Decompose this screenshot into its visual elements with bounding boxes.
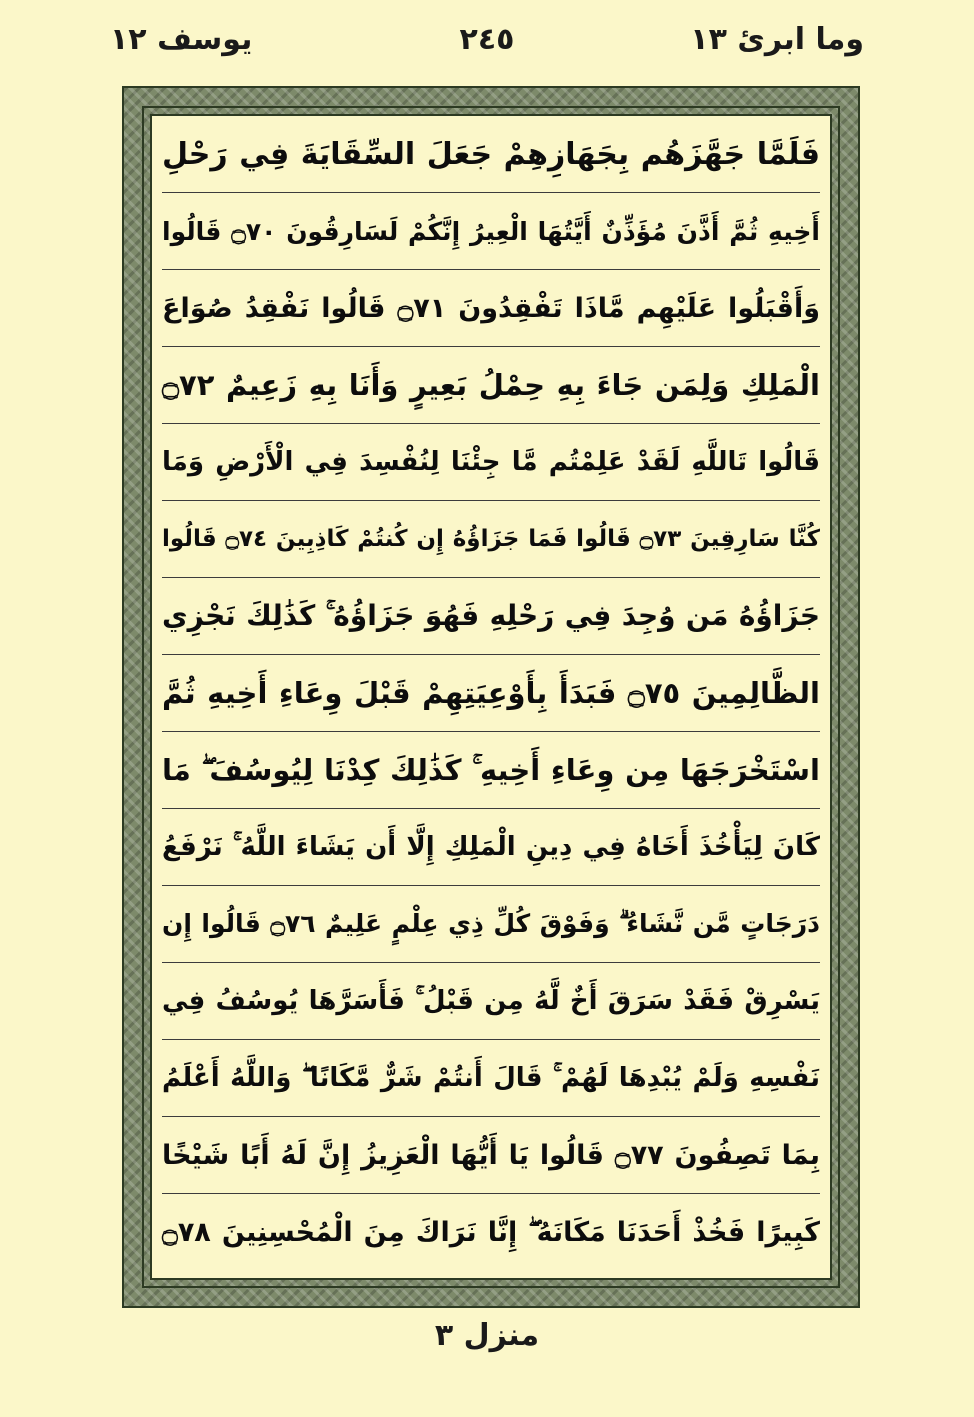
line-text: الظَّالِمِينَ ۝٧٥ فَبَدَأَ بِأَوْعِيَتِهِمْ قَبْلَ وِعَاءِ أَخِيهِ ثُمَّ <box>162 676 820 710</box>
text-line <box>162 655 820 732</box>
line-text: أَخِيهِ ثُمَّ أَذَّنَ مُؤَذِّنٌ أَيَّتُهَا الْعِيرُ إِنَّكُمْ لَسَارِقُونَ ۝٧٠ قَالُوا <box>162 216 820 246</box>
text-line <box>162 424 820 501</box>
text-line <box>162 270 820 347</box>
line-text: اسْتَخْرَجَهَا مِن وِعَاءِ أَخِيهِ ۚ كَذَٰلِكَ كِدْنَا لِيُوسُفَ ۖ مَا <box>162 752 820 787</box>
ornamental-border <box>122 86 860 1308</box>
line-text: وَأَقْبَلُوا عَلَيْهِم مَّاذَا تَفْقِدُونَ ۝٧١ قَالُوا نَفْقِدُ صُوَاعَ <box>162 292 821 324</box>
line-text: يَسْرِقْ فَقَدْ سَرَقَ أَخٌ لَّهُ مِن قَبْلُ ۚ فَأَسَرَّهَا يُوسُفُ فِي <box>162 985 820 1016</box>
line-text: فَلَمَّا جَهَّزَهُم بِجَهَازِهِمْ جَعَلَ السِّقَايَةَ فِي رَحْلِ <box>162 136 820 172</box>
text-line <box>162 732 820 809</box>
verse-text-area <box>150 114 832 1280</box>
text-line <box>162 578 820 655</box>
text-line <box>162 1040 820 1117</box>
line-text: الْمَلِكِ وَلِمَن جَاءَ بِهِ حِمْلُ بَعِيرٍ وَأَنَا بِهِ زَعِيمٌ ۝٧٢ <box>162 368 820 402</box>
text-line <box>162 809 820 886</box>
text-line <box>162 347 820 424</box>
surah-name-label: يوسف ١٢ <box>110 22 253 57</box>
line-text: كَانَ لِيَأْخُذَ أَخَاهُ فِي دِينِ الْمَلِكِ إِلَّا أَن يَشَاءَ اللَّهُ ۚ نَرْفَعُ <box>162 831 820 862</box>
juz-name-label: وما ابرئ ١٣ <box>690 22 864 57</box>
text-line <box>162 501 820 578</box>
line-text: نَفْسِهِ وَلَمْ يُبْدِهَا لَهُمْ ۚ قَالَ أَنتُمْ شَرٌّ مَّكَانًا ۖ وَاللَّهُ أَعْلَمُ <box>162 1062 820 1093</box>
text-line <box>162 1194 820 1271</box>
page-header <box>110 22 864 82</box>
line-text: دَرَجَاتٍ مَّن نَّشَاءُ ۗ وَفَوْقَ كُلِّ ذِي عِلْمٍ عَلِيمٌ ۝٧٦ قَالُوا إِن <box>162 909 820 938</box>
line-text: جَزَاؤُهُ مَن وُجِدَ فِي رَحْلِهِ فَهُوَ جَزَاؤُهُ ۚ كَذَٰلِكَ نَجْزِي <box>162 599 820 632</box>
text-line <box>162 116 820 193</box>
text-line <box>162 963 820 1040</box>
page-number: ٢٤٥ <box>459 22 515 57</box>
manzil-label: منزل ٣ <box>434 1318 540 1353</box>
line-text: قَالُوا تَاللَّهِ لَقَدْ عَلِمْتُم مَّا جِئْنَا لِنُفْسِدَ فِي الْأَرْضِ وَمَا <box>162 447 820 477</box>
text-line <box>162 886 820 963</box>
text-line <box>162 1117 820 1194</box>
line-text: كُنَّا سَارِقِينَ ۝٧٣ قَالُوا فَمَا جَزَاؤُهُ إِن كُنتُمْ كَاذِبِينَ ۝٧٤ قَالُوا <box>162 526 821 552</box>
line-text: بِمَا تَصِفُونَ ۝٧٧ قَالُوا يَا أَيُّهَا الْعَزِيزُ إِنَّ لَهُ أَبًا شَيْخًا <box>162 1139 820 1171</box>
text-line <box>162 193 820 270</box>
line-text: كَبِيرًا فَخُذْ أَحَدَنَا مَكَانَهُ ۖ إِنَّا نَرَاكَ مِنَ الْمُحْسِنِينَ ۝٧٨ <box>162 1216 820 1248</box>
